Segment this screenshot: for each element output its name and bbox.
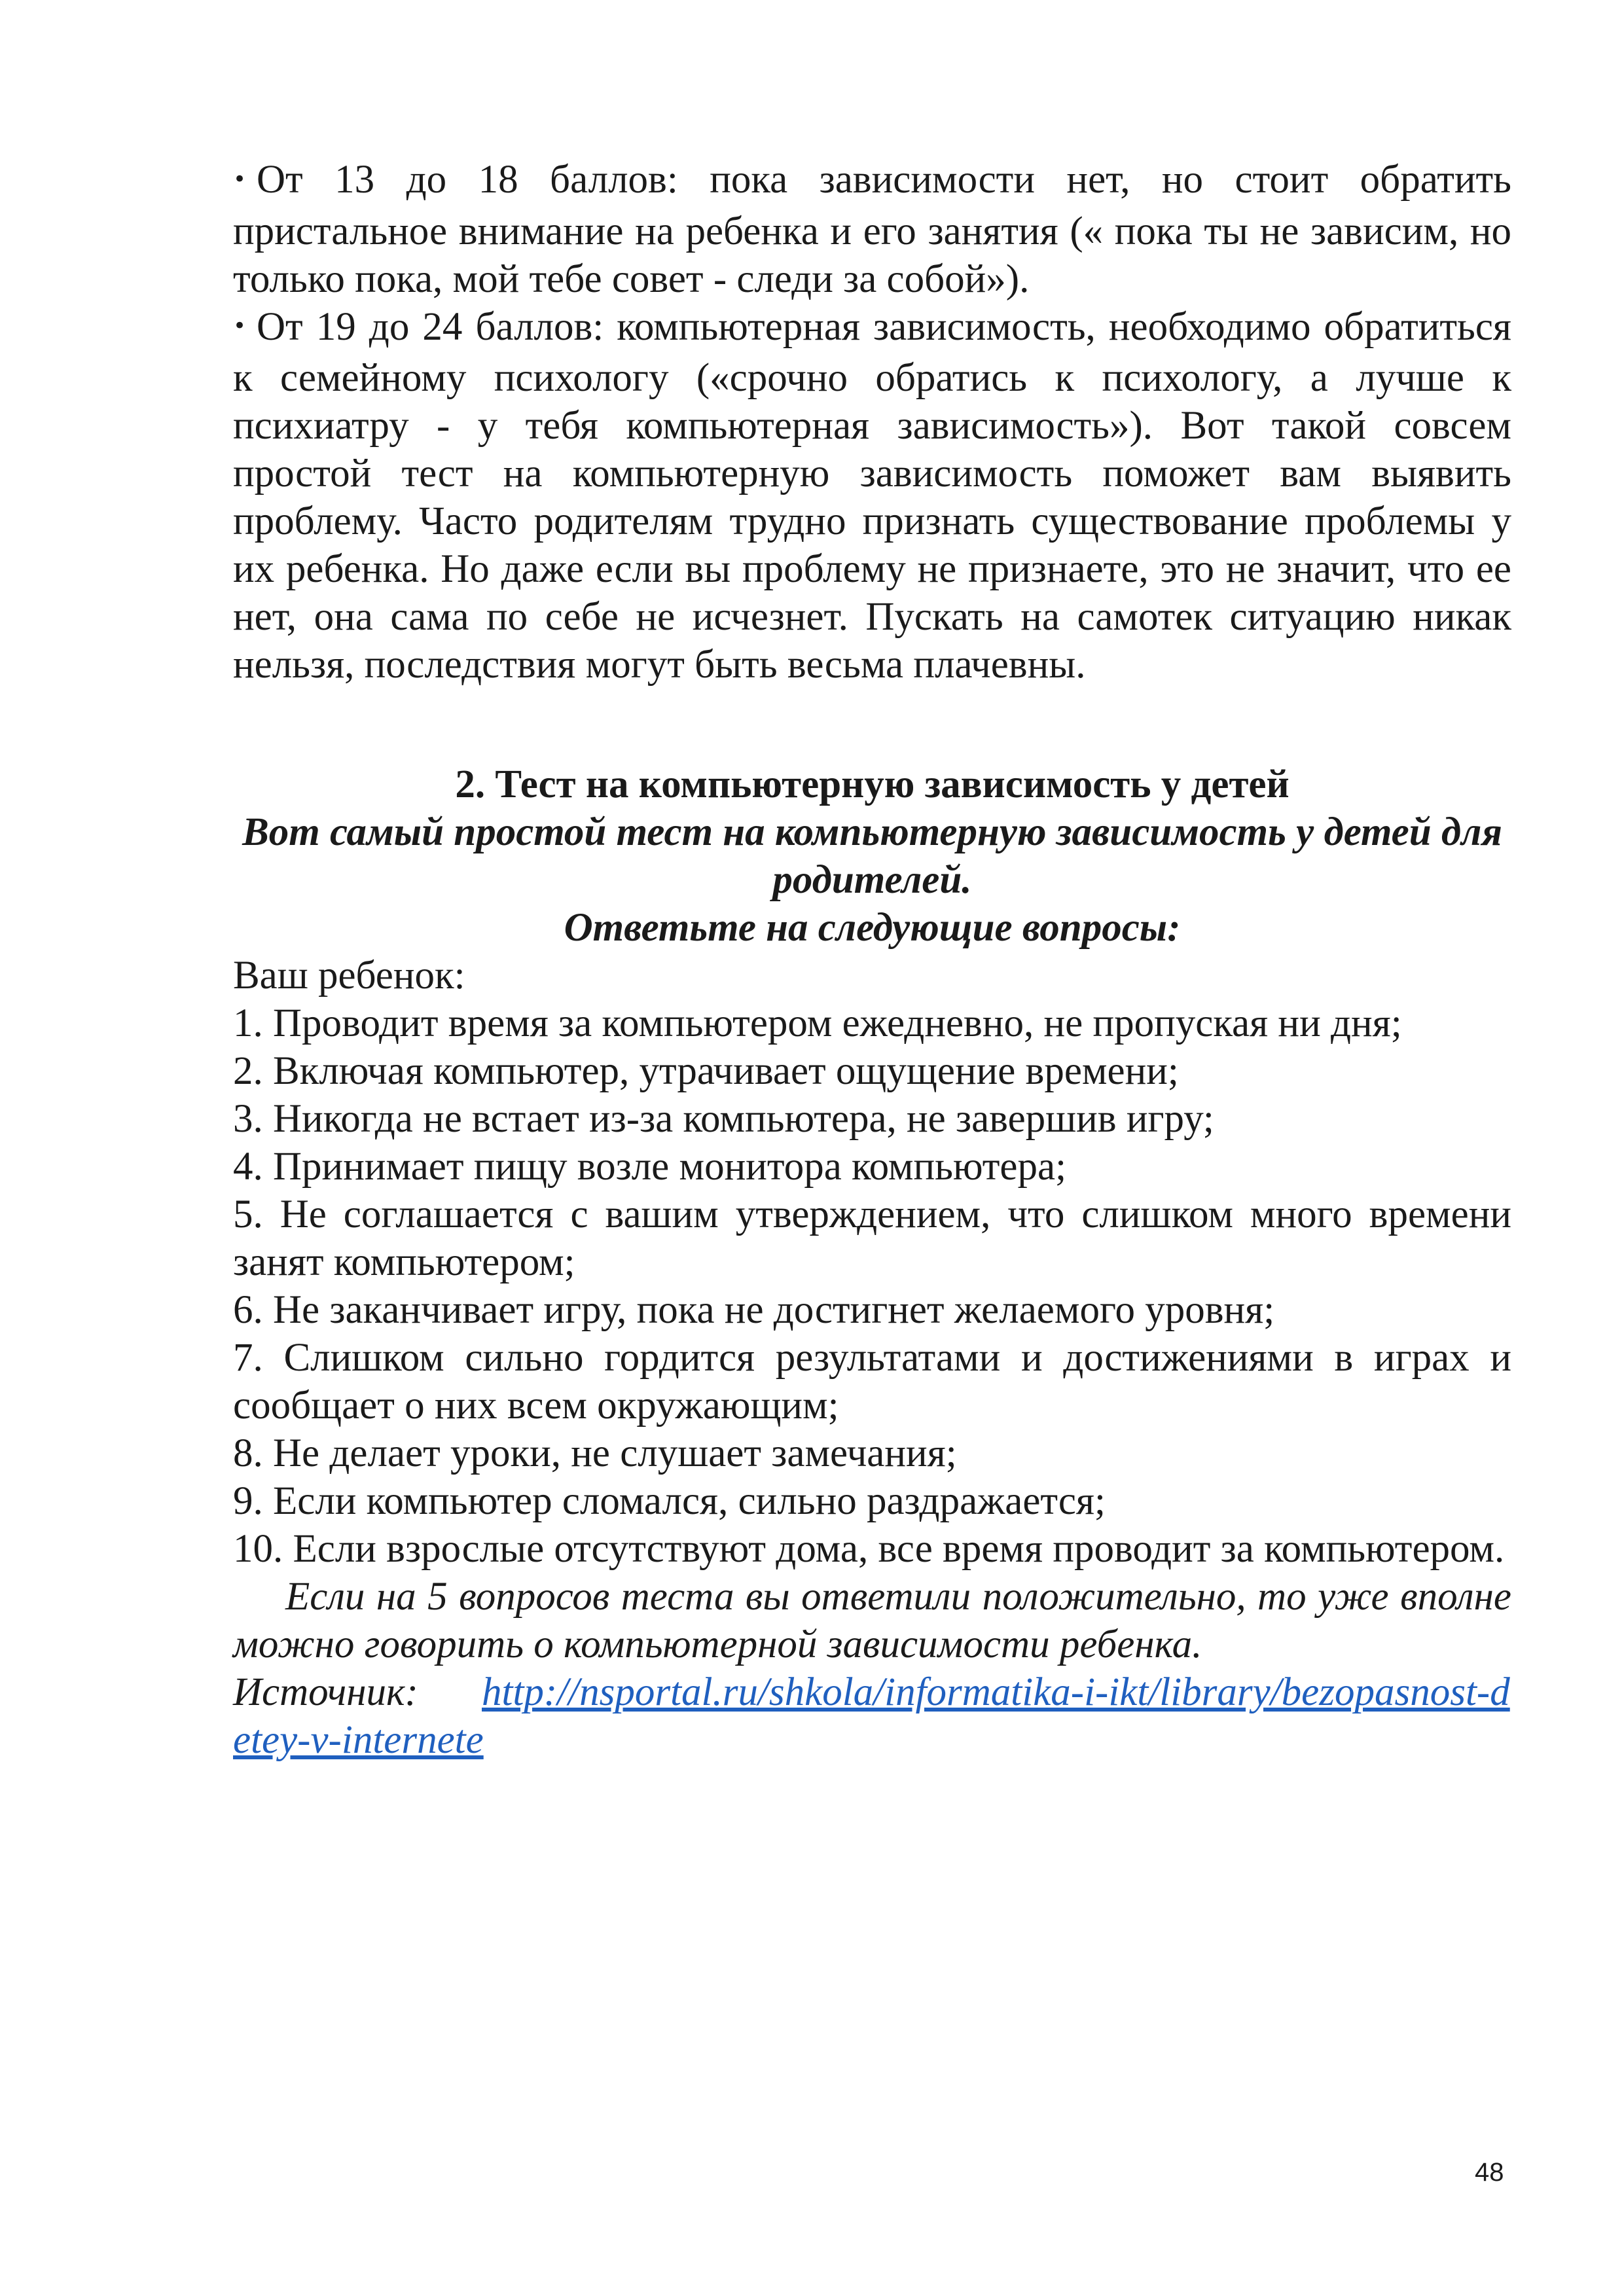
question-item: 2. Включая компьютер, утрачивает ощущение времени;	[233, 1049, 1179, 1093]
question-item: 9. Если компьютер сломался, сильно раздражается;	[233, 1479, 1106, 1523]
document-page	[233, 156, 1511, 1764]
question-item: 1. Проводит время за компьютером ежедневно, не пропуская ни дня;	[233, 1001, 1402, 1045]
question-item: 7. Слишком сильно гордится результатами и достижениями в играх и сообщает о них всем окружающим;	[233, 1336, 1511, 1427]
question-item: 8. Не делает уроки, не слушает замечания;	[233, 1431, 957, 1475]
question-item: 6. Не заканчивает игру, пока не достигнет желаемого уровня;	[233, 1288, 1275, 1332]
question-item: 3. Никогда не встает из-за компьютера, не завершив игру;	[233, 1097, 1214, 1141]
source-link[interactable]: http://nsportal.ru/shkola/informatika-i-ikt/library/bezopasnost-detey-v-internete	[233, 1670, 1510, 1762]
question-item: 10. Если взрослые отсутствуют дома, все время проводит за компьютером.	[233, 1527, 1505, 1571]
question-item: 5. Не соглашается с вашим утверждением, что слишком много времени занят компьютером;	[233, 1193, 1511, 1284]
page-number: 48	[1475, 2158, 1504, 2187]
bullet-paragraph-2	[233, 303, 1511, 689]
question-item: 4. Принимает пищу возле монитора компьютера;	[233, 1145, 1067, 1189]
questions-prompt: Ответьте на следующие вопросы:	[564, 906, 1181, 950]
bullet-marker: •	[233, 166, 247, 192]
source-label: Источник:	[233, 1670, 418, 1714]
questions-list	[233, 999, 1511, 1573]
bullet-text: От 19 до 24 баллов: компьютерная зависимость, необходимо обратиться к семейному психологу («срочно обратись к психологу, а лучше к психиатру - у тебя компьютерная зависимость»). Вот такой совсем простой тест на компьютерную зависимость поможет вам выявить проблему. Часто родителям трудно признать существование проблемы у их ребенка. Но даже если вы проблему не признаете, это не значит, что ее нет, она сама по себе не исчезнет. Пускать на самотек ситуацию никак нельзя, последствия могут быть весьма плачевны.	[233, 304, 1511, 687]
conclusion-text: Если на 5 вопросов теста вы ответили положительно, то уже вполне можно говорить о компьютерной зависимости ребенка.	[233, 1575, 1511, 1666]
bullet-paragraph-1	[233, 156, 1511, 303]
bullet-marker: •	[233, 313, 247, 339]
section-subtitle: Вот самый простой тест на компьютерную зависимость у детей для родителей.	[242, 810, 1502, 902]
questions-intro: Ваш ребенок:	[233, 954, 465, 997]
source-line	[233, 1668, 1511, 1764]
section-title: 2. Тест на компьютерную зависимость у детей	[455, 762, 1290, 806]
section-spacer	[233, 689, 1511, 761]
bullet-text: От 13 до 18 баллов: пока зависимости нет, но стоит обратить пристальное внимание на ребенка и его занятия (« пока ты не зависим, но только пока, мой тебе совет - следи за собой»).	[233, 158, 1511, 301]
